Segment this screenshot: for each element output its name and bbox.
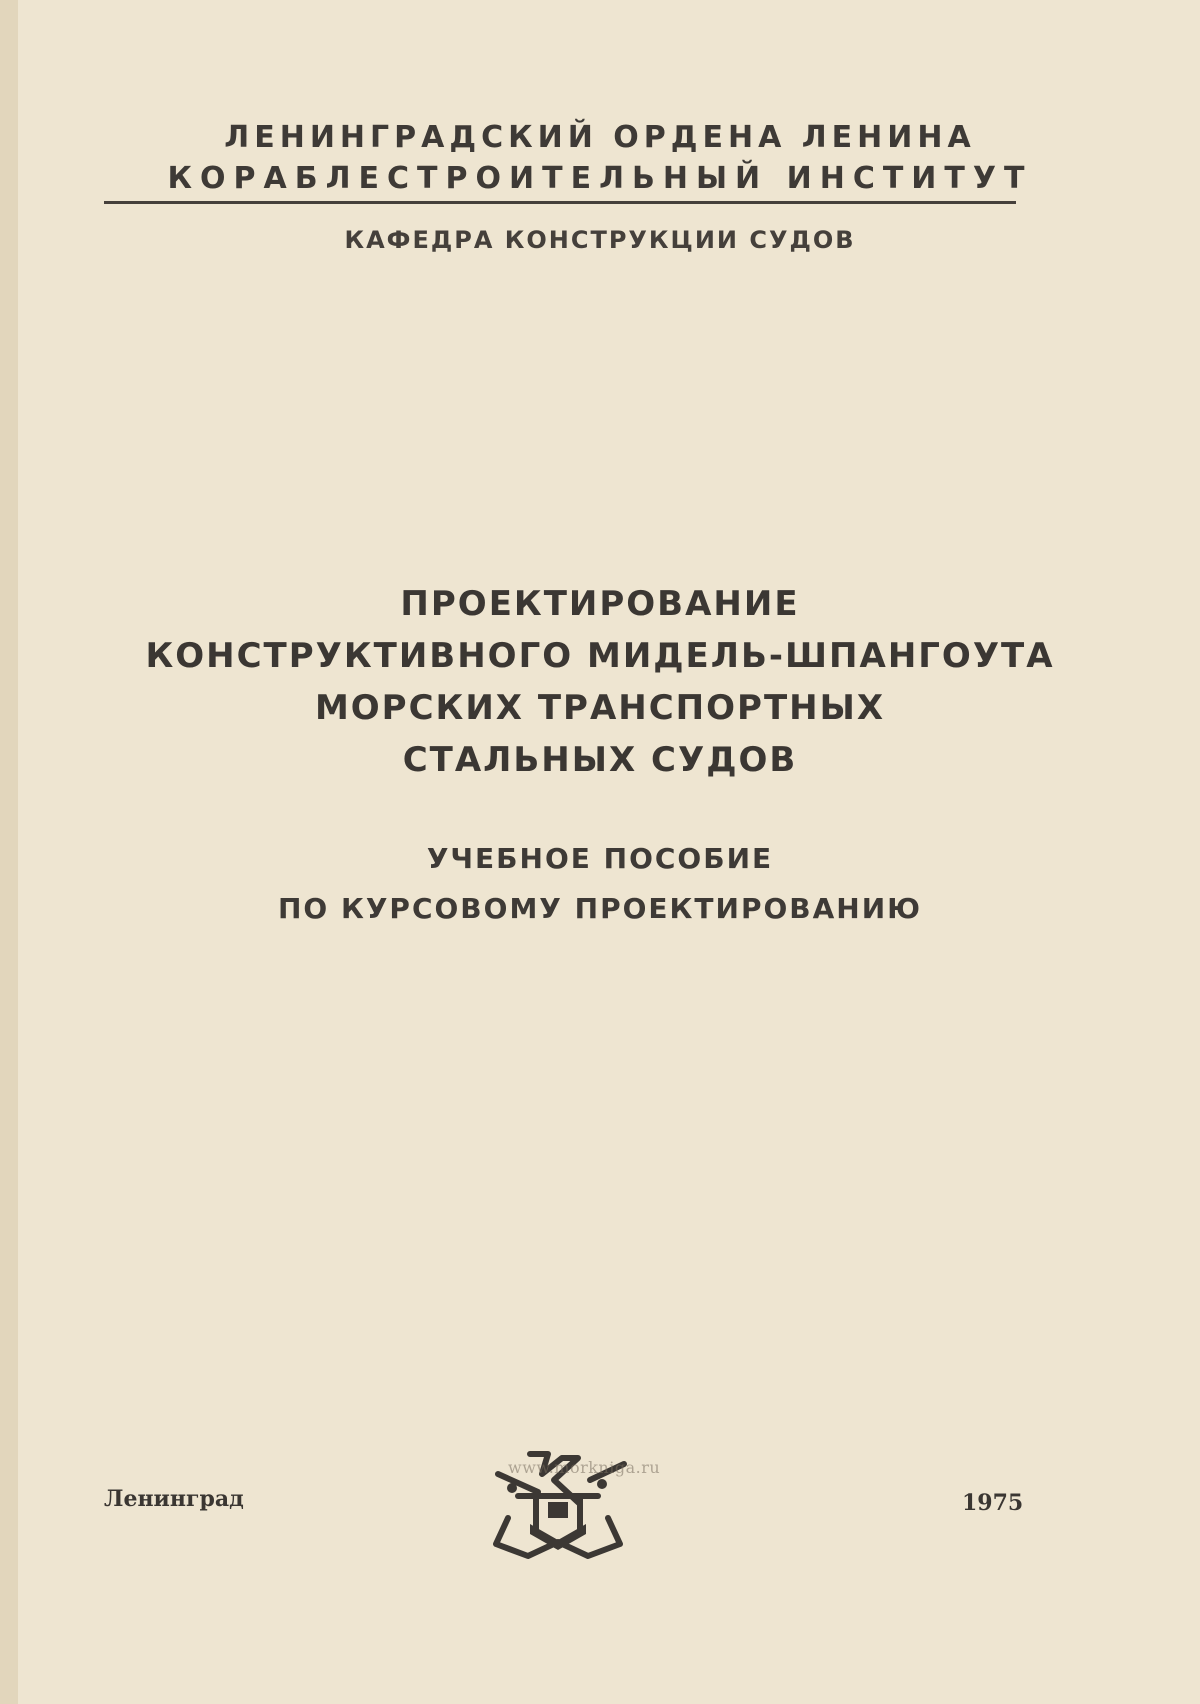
institute-name (0, 118, 1200, 200)
book-title-line-4: СТАЛЬНЫХ СУДОВ (402, 740, 798, 780)
book-subtitle (0, 834, 1200, 934)
institute-name-line-1: ЛЕНИНГРАДСКИЙ ОРДЕНА ЛЕНИНА (224, 120, 976, 155)
book-subtitle-line-2: ПО КУРСОВОМУ ПРОЕКТИРОВАНИЮ (277, 892, 923, 925)
institute-name-line-2: КОРАБЛЕСТРОИТЕЛЬНЫЙ ИНСТИТУТ (167, 161, 1033, 196)
book-title-line-2: КОНСТРУКТИВНОГО МИДЕЛЬ-ШПАНГОУТА (145, 636, 1055, 676)
book-title-line-1: ПРОЕКТИРОВАНИЕ (400, 584, 800, 624)
department-name: КАФЕДРА КОНСТРУКЦИИ СУДОВ (344, 226, 856, 254)
book-title (0, 578, 1200, 786)
header-divider (104, 201, 1016, 204)
publication-city: Ленинград (104, 1486, 244, 1512)
book-title-line-3: МОРСКИХ ТРАНСПОРТНЫХ (314, 688, 886, 728)
publication-year: 1975 (962, 1490, 1024, 1516)
book-subtitle-line-1: УЧЕБНОЕ ПОСОБИЕ (426, 842, 774, 875)
watermark-text: www.morkniga.ru (508, 1458, 661, 1477)
